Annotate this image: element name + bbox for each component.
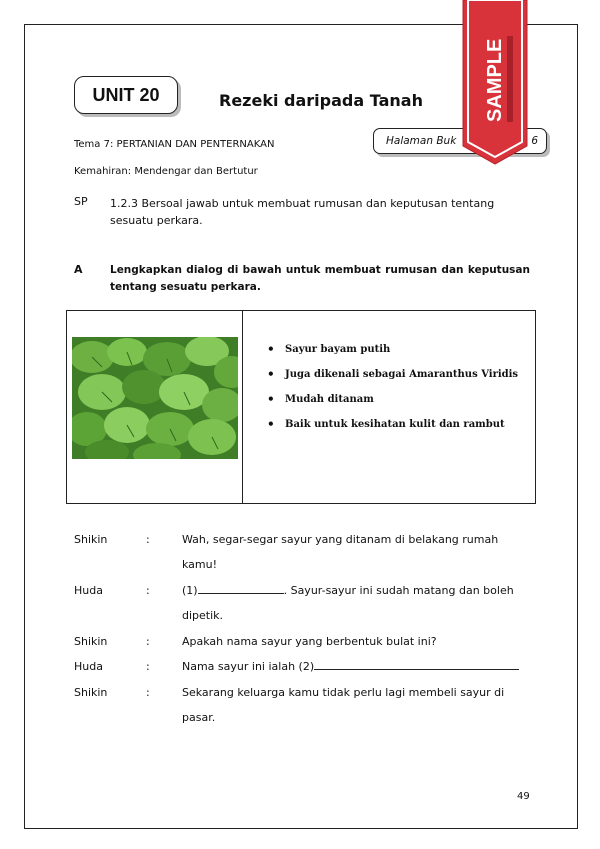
dialog-speaker: Huda	[74, 660, 103, 673]
halaman-number: 6	[531, 135, 538, 147]
list-item: • Mudah ditanam	[265, 393, 530, 406]
dialog-colon: :	[146, 584, 150, 597]
dialog-text	[182, 654, 532, 679]
page-number: 49	[517, 791, 530, 802]
sp-label: SP	[74, 195, 88, 208]
unit-badge	[74, 76, 178, 114]
dialog-colon: :	[146, 533, 150, 546]
svg-text:SAMPLE: SAMPLE	[484, 38, 506, 122]
dialog-speaker: Huda	[74, 584, 103, 597]
dialog-post: . Sayur-sayur ini sudah matang dan boleh dipetik.	[182, 584, 514, 622]
dialog-speaker: Shikin	[74, 635, 108, 648]
section-a-instruction: Lengkapkan dialog di bawah untuk membuat rumusan dan keputusan tentang sesuatu perkara.	[110, 264, 530, 293]
info-table	[66, 310, 536, 504]
answer-blank-1[interactable]	[198, 583, 284, 594]
dialog-text	[182, 578, 532, 628]
halaman-label: Halaman Buk	[386, 135, 457, 147]
answer-blank-2[interactable]	[314, 659, 519, 670]
dialog-speaker: Shikin	[74, 686, 108, 699]
tema-line: Tema 7: PERTANIAN DAN PENTERNAKAN	[74, 139, 275, 150]
dialog-colon: :	[146, 660, 150, 673]
list-item: • Baik untuk kesihatan kulit dan rambut	[265, 418, 530, 431]
spinach-photo	[72, 337, 238, 459]
section-a-label: A	[74, 263, 83, 276]
list-item: • Juga dikenali sebagai Amaranthus Viridis	[265, 368, 530, 381]
dialog-text: Wah, segar-segar sayur yang ditanam di belakang rumah kamu!	[182, 533, 499, 571]
unit-label: UNIT 20	[92, 84, 160, 105]
dialog-colon: :	[146, 635, 150, 648]
dialog-speaker: Shikin	[74, 533, 108, 546]
dialog-pre: Nama sayur ini ialah (2)	[182, 660, 315, 673]
dialog-colon: :	[146, 686, 150, 699]
dialog-pre: (1)	[182, 584, 198, 597]
dialog-text: Apakah nama sayur yang berbentuk bulat ini?	[182, 635, 437, 648]
list-item: • Sayur bayam putih	[265, 343, 530, 356]
table-divider	[242, 311, 243, 503]
sample-ribbon-stamp	[459, 0, 531, 166]
page-title: Rezeki daripada Tanah	[219, 91, 423, 110]
feature-list	[265, 343, 530, 443]
dialog-text: Sekarang keluarga kamu tidak perlu lagi membeli sayur di pasar.	[182, 686, 505, 724]
sp-text: 1.2.3 Bersoal jawab untuk membuat rumusan dan keputusan tentang sesuatu perkara.	[110, 197, 495, 227]
kemahiran-line: Kemahiran: Mendengar dan Bertutur	[74, 166, 258, 177]
